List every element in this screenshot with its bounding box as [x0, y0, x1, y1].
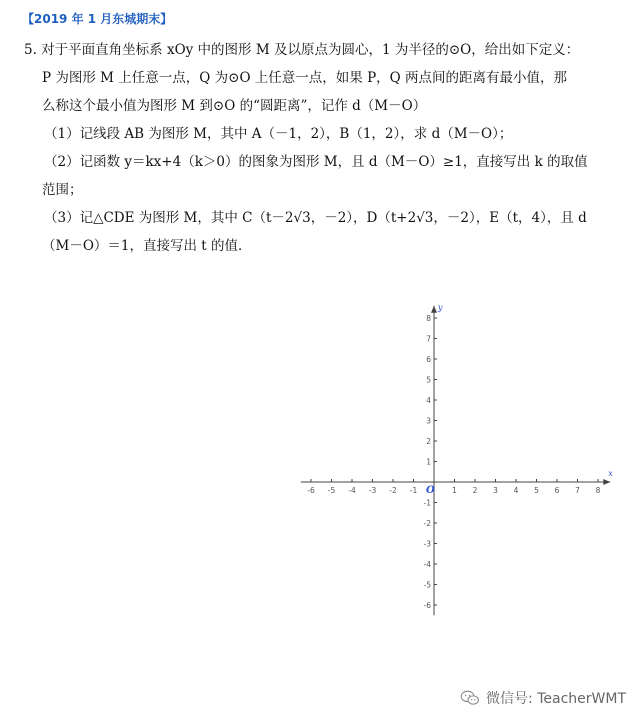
- problem-line-6: 范围；: [42, 182, 83, 198]
- y-tick-label: 3: [426, 416, 431, 426]
- y-tick-label: -5: [423, 580, 431, 590]
- y-tick-label: 7: [426, 334, 431, 344]
- x-tick-label: 5: [534, 486, 539, 495]
- problem-line-2: P 为图形 M 上任意一点，Q 为⊙O 上任意一点，如果 P，Q 两点间的距离有最小值，那: [42, 70, 568, 86]
- problem-line-5: （2）记函数 y＝kx+4（k＞0）的图象为图形 M，且 d（M－O）≥1，直接写出 k 的取值: [44, 154, 588, 170]
- x-tick-label: -4: [348, 486, 356, 495]
- y-axis-arrow: [431, 306, 437, 313]
- y-tick-label: 4: [426, 396, 431, 405]
- x-tick-label: 2: [472, 486, 478, 495]
- y-tick-label: -2: [423, 519, 431, 528]
- origin-label: O: [426, 485, 435, 496]
- axes: [301, 306, 611, 616]
- y-tick-label: 6: [426, 355, 431, 364]
- x-tick-label: 6: [554, 486, 560, 495]
- wechat-icon: [460, 690, 480, 706]
- x-tick-label: -3: [368, 486, 377, 495]
- x-tick-label: 1: [452, 486, 457, 495]
- x-axis-arrow: [603, 479, 610, 485]
- y-tick-label: -1: [423, 498, 431, 508]
- x-axis-label: x: [608, 469, 613, 478]
- watermark: [460, 688, 626, 708]
- problem-line-8: （M－O）＝1，直接写出 t 的值．: [42, 238, 252, 254]
- y-tick-label: 1: [426, 457, 431, 467]
- problem-line-3: 么称这个最小值为图形 M 到⊙O 的“圆距离”，记作 d（M－O）: [42, 98, 427, 114]
- ticks: [311, 318, 598, 605]
- coordinate-grid: [300, 298, 620, 628]
- tick-labels: [307, 303, 613, 610]
- problem-line-7: （3）记△CDE 为图形 M，其中 C（t－2√3，－2），D（t+2√3，－2），E（t，4），且 d: [44, 210, 587, 226]
- watermark-text: 微信号: TeacherWMT: [486, 691, 626, 707]
- x-tick-label: 3: [493, 486, 498, 495]
- y-tick-label: 5: [426, 375, 431, 385]
- problem-line-1: 5. 对于平面直角坐标系 xOy 中的图形 M 及以原点为圆心，1 为半径的⊙O，给出如下定义：: [24, 42, 580, 58]
- y-axis-label: y: [438, 302, 443, 312]
- y-tick-label: -3: [423, 539, 431, 549]
- x-tick-label: 7: [575, 486, 580, 495]
- x-tick-label: -5: [327, 486, 336, 495]
- x-tick-label: 8: [595, 486, 601, 495]
- x-tick-label: -2: [389, 486, 397, 495]
- problem-text: [24, 36, 624, 260]
- y-tick-label: -6: [423, 601, 431, 610]
- problem-line-4: （1）记线段 AB 为图形 M，其中 A（－1，2），B（1，2），求 d（M－O）；: [44, 126, 513, 142]
- y-tick-label: 2: [426, 437, 431, 446]
- x-tick-label: -6: [307, 486, 315, 495]
- source-tag: 【2019 年 1 月东城期末】: [22, 12, 173, 26]
- x-tick-label: 4: [513, 486, 519, 495]
- y-tick-label: -4: [423, 560, 431, 569]
- x-tick-label: -1: [409, 486, 418, 495]
- y-tick-label: 8: [426, 314, 431, 323]
